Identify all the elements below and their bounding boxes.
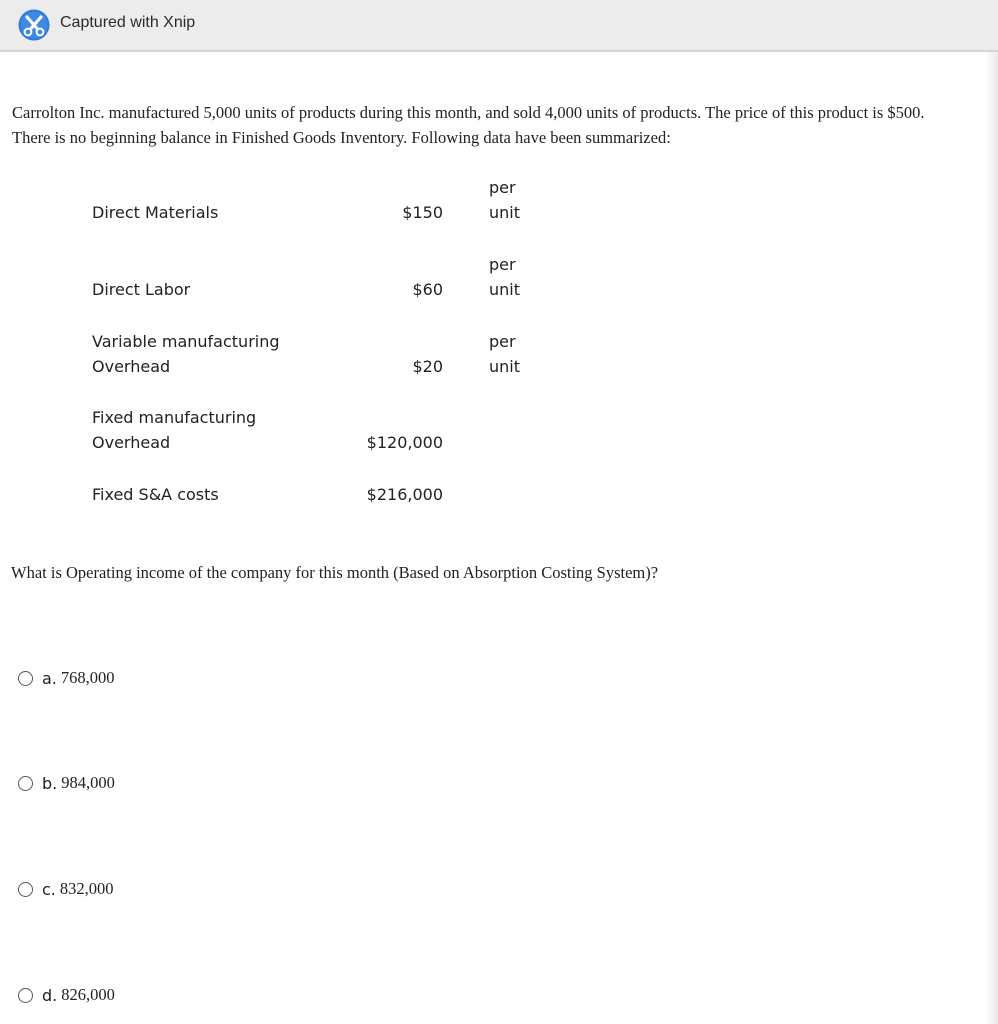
cost-label: Variable manufacturing: [92, 332, 280, 351]
problem-statement: [12, 100, 987, 150]
cost-unit-line-1: per: [489, 178, 516, 197]
option-value: 768,000: [60, 668, 115, 687]
cost-label: Fixed manufacturing: [92, 408, 257, 427]
cost-unit-line-2: unit: [489, 280, 520, 299]
right-edge-shadow: [986, 52, 998, 1024]
option-letter: a.: [42, 668, 57, 688]
capture-header-bar: [0, 0, 998, 52]
cost-amount: $216,000: [366, 485, 443, 504]
radio-button[interactable]: [18, 882, 33, 897]
cost-amount: $120,000: [366, 433, 443, 452]
cost-unit-line-2: unit: [489, 203, 520, 222]
app-title: Captured with Xnip: [60, 14, 196, 31]
cost-amount: $60: [412, 280, 443, 299]
cost-unit-line-2: unit: [489, 357, 520, 376]
option-value: 826,000: [61, 985, 115, 1004]
option-letter: b.: [42, 773, 58, 793]
answer-option-c[interactable]: [18, 877, 114, 901]
answer-option-a[interactable]: [18, 666, 115, 690]
cost-amount: $20: [412, 357, 443, 376]
xnip-scissors-icon: [18, 9, 50, 41]
cost-unit-line-1: per: [489, 255, 516, 274]
cost-label: Direct Materials: [92, 203, 219, 222]
option-value: 832,000: [59, 879, 114, 898]
problem-line-1: Carrolton Inc. manufactured 5,000 units of products during this month, and sold 4,000 units of products. The price of this product is $500.: [12, 103, 925, 122]
radio-button[interactable]: [18, 988, 33, 1003]
option-letter: d.: [42, 985, 58, 1005]
radio-button[interactable]: [18, 776, 33, 791]
cost-amount: $150: [402, 203, 443, 222]
answer-option-d[interactable]: [18, 983, 115, 1007]
radio-button[interactable]: [18, 671, 33, 686]
option-letter: c.: [42, 879, 56, 899]
cost-label-line-2: Overhead: [92, 433, 171, 452]
answer-option-b[interactable]: [18, 771, 115, 795]
cost-label: Direct Labor: [92, 280, 191, 299]
problem-line-2: There is no beginning balance in Finished Goods Inventory. Following data have been summarized:: [12, 128, 671, 147]
cost-label: Fixed S&A costs: [92, 485, 219, 504]
option-value: 984,000: [61, 773, 115, 792]
cost-unit-line-1: per: [489, 332, 516, 351]
cost-label-line-2: Overhead: [92, 357, 171, 376]
question-text: What is Operating income of the company for this month (Based on Absorption Costing System)?: [11, 563, 659, 582]
